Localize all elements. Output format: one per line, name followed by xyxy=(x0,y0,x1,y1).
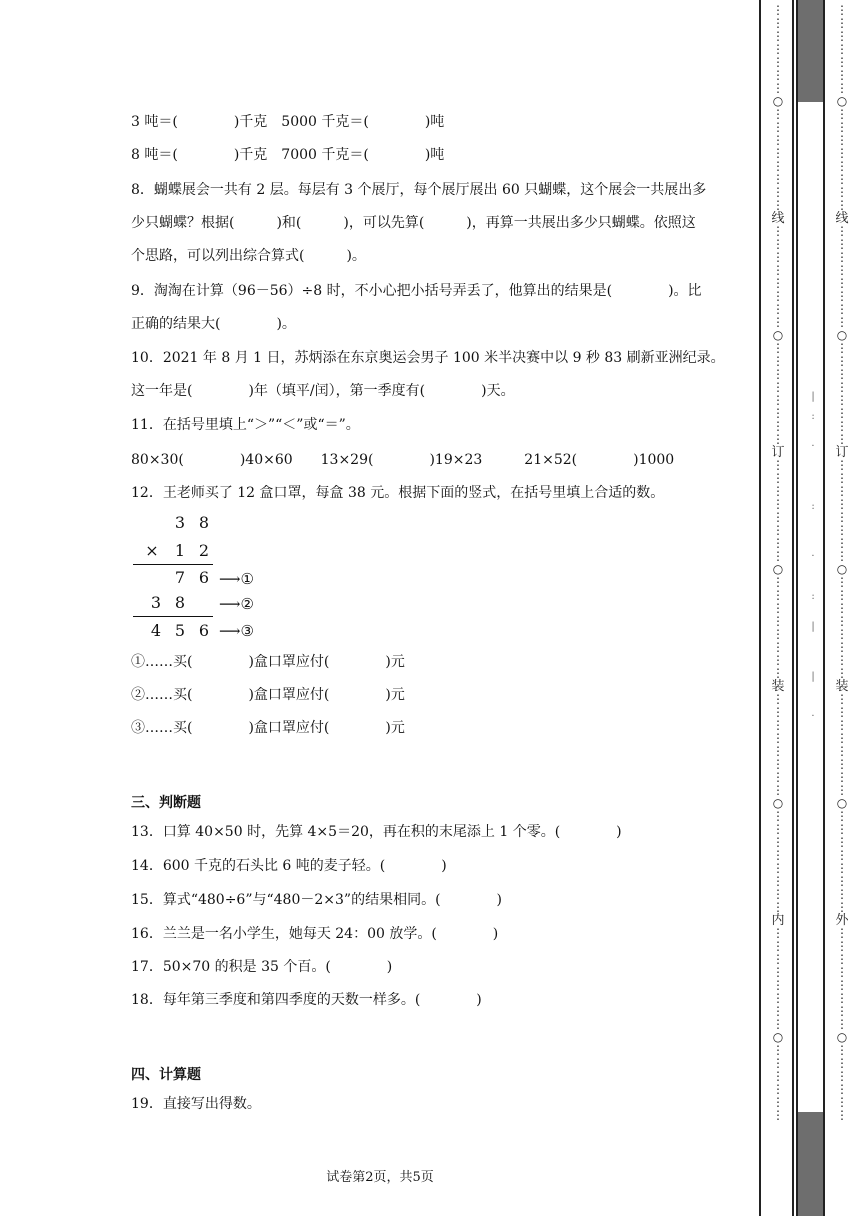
margin-char-bind: 装 xyxy=(835,679,849,694)
arrow-mark-2: ⟶② xyxy=(219,595,254,613)
question-8-line-1: 8．蝴蝶展会一共有 2 层。每层有 3 个展厅，每个展厅展出 60 只蝴蝶，这个展会一共展出多 xyxy=(131,182,707,198)
outer-binding-column: ⋮ ⋮ ⋮ ⋮ ⋮ ⋮ ⋮ ○ ⋮ ⋮ ⋮ ⋮ ⋮ ⋮ ⋮ ⋮ 线 ⋮ ⋮ ⋮ ⋮ ⋮ ⋮ ⋮ ⋮ ○ ⋮ ⋮ ⋮ ⋮ ⋮ ⋮ ⋮ ⋮ 订 ⋮ ⋮ ⋮ ⋮ ⋮ ⋮ ⋮ ⋮ ○ ⋮ ⋮ ⋮ ⋮ ⋮ ⋮ ⋮ ⋮ 装 ⋮ ⋮ ⋮ ⋮ ⋮ ⋮ ⋮ ⋮ ○ ⋮ ⋮ ⋮ ⋮ ⋮ ⋮ ⋮ ⋮ 外 ⋮ ⋮ ⋮ ⋮ ⋮ ⋮ ⋮ ⋮ ○ ⋮ ⋮ ⋮ ⋮ ⋮ ⋮ xyxy=(833,0,851,1216)
margin-char-bind: 装 xyxy=(771,679,785,694)
question-10-line-2: 这一年是( )年（填平/闰），第一季度有( )天。 xyxy=(131,383,515,399)
digit: 7 xyxy=(174,568,186,587)
question-17: 17．50×70 的积是 35 个百。( ) xyxy=(131,959,393,975)
margin-border xyxy=(823,0,825,1216)
margin-faint-marks: | : · : · : | | · xyxy=(811,391,815,722)
digit: 8 xyxy=(198,513,210,532)
unit-conversion-line-1: 3 吨＝( )千克 5000 千克＝( )吨 xyxy=(131,114,445,130)
digit: 6 xyxy=(198,568,210,587)
unit-conversion-line-2: 8 吨＝( )千克 7000 千克＝( )吨 xyxy=(131,147,445,163)
margin-char-inner: 内 xyxy=(771,913,785,928)
question-13: 13．口算 40×50 时，先算 4×5＝20，再在积的末尾添上 1 个零。( ) xyxy=(131,824,622,840)
page-footer: 试卷第2页，共5页 xyxy=(326,1170,434,1185)
margin-border xyxy=(759,0,761,1216)
answer-line-2: ②……买( )盒口罩应付( )元 xyxy=(131,687,405,703)
arrow-mark-3: ⟶③ xyxy=(219,622,254,640)
question-8-line-2: 少只蝴蝶？根据( )和( )，可以先算( )，再算一共展出多少只蝴蝶。依照这 xyxy=(131,215,696,231)
question-15: 15．算式“480÷6”与“480－2×3”的结果相同。( ) xyxy=(131,892,502,908)
rule-line xyxy=(133,564,213,565)
digit: 2 xyxy=(198,541,210,560)
digit: 1 xyxy=(174,541,186,560)
digit: 3 xyxy=(150,593,162,612)
margin-char-line: 线 xyxy=(771,211,785,226)
section-judgment-heading: 三、判断题 xyxy=(131,795,201,811)
question-19: 19．直接写出得数。 xyxy=(131,1096,261,1112)
margin-char-outer: 外 xyxy=(835,913,849,928)
question-11-line-2: 80×30( )40×60 13×29( )19×23 21×52( )1000 xyxy=(131,452,675,468)
question-9-line-2: 正确的结果大( )。 xyxy=(131,316,296,332)
vertical-multiplication xyxy=(131,510,291,650)
answer-line-1: ①……买( )盒口罩应付( )元 xyxy=(131,654,405,670)
digit: 4 xyxy=(150,621,162,640)
gray-bar-top xyxy=(796,0,824,102)
question-18: 18．每年第三季度和第四季度的天数一样多。( ) xyxy=(131,992,482,1008)
section-calculation-heading: 四、计算题 xyxy=(131,1067,201,1083)
inner-binding-column: ⋮ ⋮ ⋮ ⋮ ⋮ ⋮ ⋮ ○ ⋮ ⋮ ⋮ ⋮ ⋮ ⋮ ⋮ ⋮ 线 ⋮ ⋮ ⋮ ⋮ ⋮ ⋮ ⋮ ⋮ ○ ⋮ ⋮ ⋮ ⋮ ⋮ ⋮ ⋮ ⋮ 订 ⋮ ⋮ ⋮ ⋮ ⋮ ⋮ ⋮ ⋮ ○ ⋮ ⋮ ⋮ ⋮ ⋮ ⋮ ⋮ ⋮ 装 ⋮ ⋮ ⋮ ⋮ ⋮ ⋮ ⋮ ⋮ ○ ⋮ ⋮ ⋮ ⋮ ⋮ ⋮ ⋮ ⋮ 内 ⋮ ⋮ ⋮ ⋮ ⋮ ⋮ ⋮ ⋮ ○ ⋮ ⋮ ⋮ ⋮ ⋮ ⋮ xyxy=(769,0,787,1216)
question-10-line-1: 10．2021 年 8 月 1 日，苏炳添在东京奥运会男子 100 米半决赛中以 9 秒 83 刷新亚洲纪录。 xyxy=(131,350,725,366)
gray-bar-bottom xyxy=(796,1112,824,1216)
margin-char-order: 订 xyxy=(835,445,849,460)
margin-char-line: 线 xyxy=(835,211,849,226)
question-16: 16．兰兰是一名小学生，她每天 24：00 放学。( ) xyxy=(131,926,499,942)
arrow-mark-1: ⟶① xyxy=(219,570,254,588)
digit: 5 xyxy=(174,621,186,640)
question-9-line-1: 9．淘淘在计算（96－56）÷8 时，不小心把小括号弄丢了，他算出的结果是( )。比 xyxy=(131,283,702,299)
question-8-line-3: 个思路，可以列出综合算式( )。 xyxy=(131,248,366,264)
digit: 3 xyxy=(174,513,186,532)
multiply-sign: × xyxy=(145,541,159,560)
margin-char-order: 订 xyxy=(771,445,785,460)
question-14: 14．600 千克的石头比 6 吨的麦子轻。( ) xyxy=(131,858,447,874)
question-11-line-1: 11．在括号里填上“＞”“＜”或“＝”。 xyxy=(131,417,360,433)
binding-margin xyxy=(759,0,860,1216)
digit: 6 xyxy=(198,621,210,640)
question-12: 12．王老师买了 12 盒口罩，每盒 38 元。根据下面的竖式，在括号里填上合适的数。 xyxy=(131,485,665,501)
margin-border xyxy=(792,0,794,1216)
margin-border xyxy=(796,0,798,1216)
rule-line xyxy=(133,616,213,617)
answer-line-3: ③……买( )盒口罩应付( )元 xyxy=(131,720,405,736)
digit: 8 xyxy=(174,593,186,612)
